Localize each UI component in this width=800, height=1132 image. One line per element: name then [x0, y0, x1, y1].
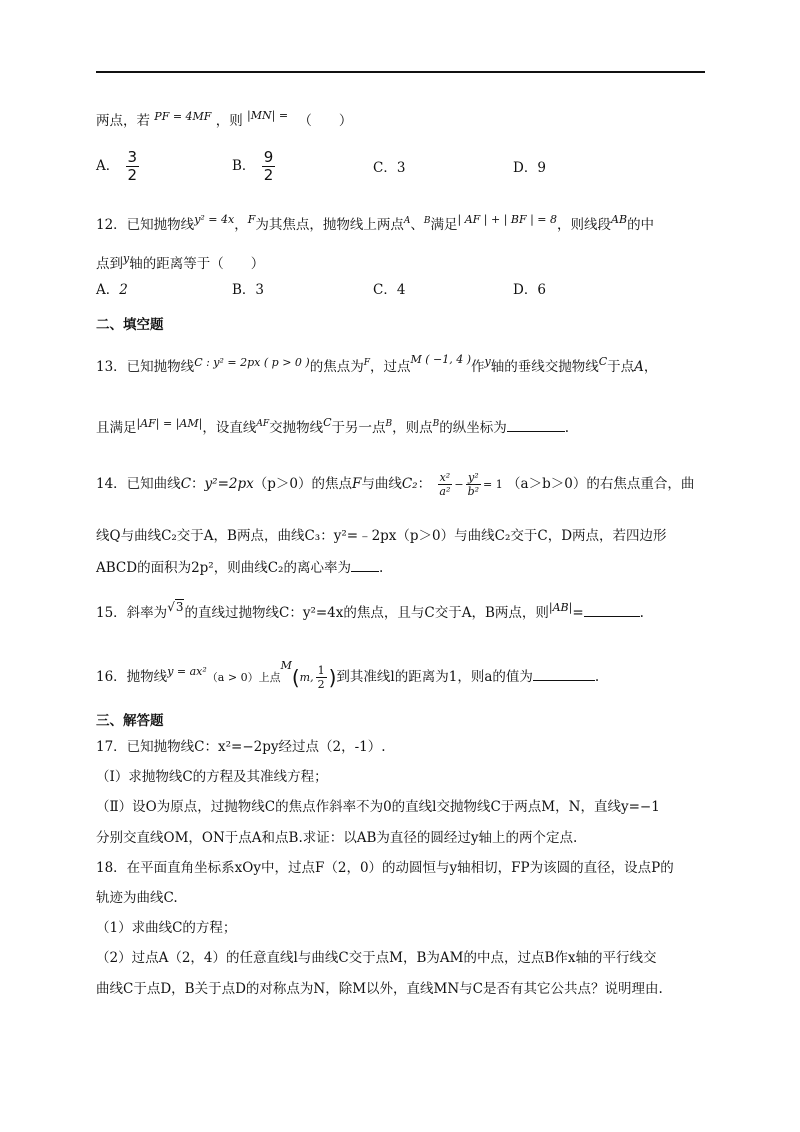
hyperbola-y-frac [466, 472, 481, 497]
q11-text2: ，则 [215, 113, 243, 129]
q13-text: 作 [471, 359, 485, 375]
q16-frac [316, 665, 327, 690]
q14-line3 [96, 557, 383, 578]
q12-text: 、 [410, 217, 424, 233]
q12-text: ， [234, 217, 248, 233]
q12-text: 轴的距离等于（ ） [129, 256, 265, 272]
q13-text: ，过点 [369, 359, 411, 375]
option-label: B． [232, 158, 256, 174]
sqrt-radicand: 3 [175, 600, 184, 614]
q12-text: 满足 [430, 217, 458, 233]
q14-text: ： [417, 476, 432, 492]
q13-text: ，则点 [392, 420, 433, 436]
option-label: A． [96, 158, 120, 174]
q12-ab: AB [611, 213, 628, 226]
q12-curve: y² = 4x [194, 213, 235, 226]
q13-line2 [96, 413, 569, 438]
q13-text: 交抛物线 [269, 420, 324, 436]
q17-line3: （Ⅱ）设O为原点，过抛物线C的焦点作斜率不为0的直线l交抛物线C于两点M，N，直线y=−1 [96, 799, 660, 815]
q13-text: 于点 [607, 359, 635, 375]
option-value: 2 [119, 282, 128, 298]
option-label: A． [96, 282, 120, 298]
q14-c2: C₂ [401, 476, 418, 492]
q12-line2 [96, 249, 264, 274]
q11-target: |MN| = [247, 109, 289, 122]
q13-b: B [432, 419, 440, 429]
q16-line1 [96, 656, 599, 690]
option-label: B． [232, 282, 256, 298]
q13-answer-blank[interactable] [507, 417, 565, 432]
section-heading-answer: 三、解答题 [96, 713, 164, 729]
q14-answer-blank[interactable] [351, 557, 379, 572]
frac-den: a² [439, 485, 451, 498]
option-label: C． [373, 282, 397, 298]
q13-c: C [323, 416, 332, 429]
q12-y: y [123, 252, 130, 265]
q13-b: B [385, 419, 393, 429]
q13-end: . [564, 420, 570, 436]
q18-line2: 轨迹为曲线C. [96, 890, 178, 906]
q11-option-d[interactable] [513, 158, 546, 178]
q13-text: 于另一点 [331, 420, 386, 436]
frac-den: 2 [317, 678, 325, 691]
q11-option-b[interactable] [232, 150, 277, 183]
fraction [262, 150, 276, 183]
q14-text: ABCD的面积为2p²，则曲线C₂的离心率为 [96, 560, 351, 576]
frac-den: 2 [263, 166, 274, 184]
q13-curve: C : y² = 2px ( p > 0 ) [194, 356, 310, 369]
q11-condition: PF = 4MF [154, 110, 212, 123]
q13-point-m: M ( −1, 4 ) [410, 353, 472, 366]
q17-line4: 分别交直线OM，ON于点A和点B.求证：以AB为直径的圆经过y轴上的两个定点. [96, 830, 578, 846]
q13-f: F [363, 358, 370, 368]
q15-text: = [572, 605, 584, 621]
q14-eq: = 1 [483, 478, 503, 491]
q18-line1: 18．在平面直角坐标系xOy中，过点F（2，0）的动圆恒与y轴相切，FP为该圆的直径，设点P的 [96, 860, 674, 876]
frac-den: 2 [127, 166, 138, 184]
q12-option-d[interactable] [513, 280, 546, 300]
q13-af: AF [256, 419, 270, 429]
q15-answer-blank[interactable] [584, 602, 640, 617]
q11-option-a[interactable] [96, 150, 141, 183]
q16-curve: y = ax² [167, 665, 207, 678]
q16-m: M [280, 659, 292, 672]
frac-num: 3 [127, 148, 138, 166]
q14-c: C [180, 476, 192, 492]
q16-text: 到其准线l的距离为1，则a的值为 [336, 669, 533, 685]
q13-text: 的纵坐标为 [439, 420, 507, 436]
section-heading-fill-blank: 二、填空题 [96, 317, 164, 333]
q12-b: B [423, 216, 431, 226]
q18-line4: （2）过点A（2，4）的任意直线l与曲线C交于点M，B为AM的中点，过点B作x轴的平行线交 [96, 950, 657, 966]
q12-text: ，则线段 [557, 217, 612, 233]
frac-num: 1 [317, 664, 325, 677]
option-value: 6 [537, 282, 546, 298]
q12-option-b[interactable] [232, 280, 264, 300]
option-value: 4 [396, 282, 406, 298]
option-value: 3 [255, 282, 265, 298]
frac-den: b² [467, 485, 480, 498]
q14-text: 14．已知曲线 [96, 476, 181, 492]
q11-line1 [96, 106, 352, 131]
option-label: C． [373, 160, 397, 176]
q17-line1: 17．已知抛物线C：x²=−2py经过点（2，-1）. [96, 739, 386, 755]
q16-answer-blank[interactable] [533, 666, 595, 681]
q18-line3: （1）求曲线C的方程； [96, 920, 237, 936]
option-value: 3 [396, 160, 406, 176]
q13-c: C [598, 355, 608, 368]
q12-text: 的中 [627, 217, 655, 233]
q14-end: . [378, 560, 384, 576]
q11-text: 两点，若 [96, 113, 150, 129]
q14-line2: 线Q与曲线C₂交于A，B两点，曲线C₃：y²=﹣2px（p＞0）与曲线C₂交于C，D两点，若四边形 [96, 528, 667, 544]
option-value: 9 [537, 160, 546, 176]
option-label: D． [513, 282, 538, 298]
q16-text: 16．抛物线 [96, 669, 168, 685]
q12-text: 为其焦点，抛物线上两点 [255, 217, 404, 233]
q15-text: 的直线过抛物线C：y²=4x的焦点，且与C交于A，B两点，则 [184, 605, 549, 621]
q13-text: ， [643, 359, 658, 375]
q14-text: ： [191, 476, 205, 492]
paren-close: ) [328, 665, 337, 690]
q12-text: 12．已知抛物线 [96, 217, 195, 233]
q15-line1 [96, 597, 644, 623]
q13-y: y [484, 355, 491, 368]
q12-a: A [403, 216, 411, 226]
q14-text: 与曲线 [361, 476, 402, 492]
q13-line1 [96, 350, 657, 377]
q12-option-a[interactable] [96, 280, 128, 300]
q15-ab: |AB| [548, 601, 573, 614]
q14-f: F [351, 476, 362, 492]
q14-line1: 14．已知曲线C：y²=2px（p＞0）的焦点F与曲线C₂： $\frac{\text{x²}}{\text{a²}}$ − $\frac{\text{y²}}{\text{b²}}$ = 1 （a＞b＞0）的右焦点重合，曲 [96, 471, 695, 498]
sqrt-symbol: √3 [167, 600, 184, 614]
q12-condition: | AF | + | BF | = 8 [457, 213, 558, 226]
q16-pm: m, [299, 671, 314, 684]
frac-num: 9 [263, 148, 274, 166]
q14-text: （p＞0）的焦点 [253, 476, 352, 492]
q13-text: ，设直线 [202, 420, 257, 436]
hyperbola-x-frac [437, 472, 452, 497]
q15-text: 15．斜率为 [96, 605, 168, 621]
q16-text: （a > 0）上点 [206, 671, 281, 684]
q12-line1 [96, 210, 654, 235]
fraction [126, 150, 140, 183]
q13-a: A [634, 359, 644, 375]
q13-text: 轴的垂线交抛物线 [490, 359, 599, 375]
q13-condition: |AF| = |AM| [136, 417, 203, 430]
q15-end: . [639, 605, 644, 621]
q14-text: （a＞b＞0）的右焦点重合，曲 [507, 476, 695, 492]
option-label: D． [513, 160, 538, 176]
frac-num: x² [439, 471, 451, 484]
q11-option-c[interactable] [373, 158, 405, 178]
q16-end: . [594, 669, 600, 685]
header-rule [96, 71, 705, 73]
q17-line2: （Ⅰ）求抛物线C的方程及其准线方程； [96, 769, 328, 785]
q13-text: 的焦点为 [309, 359, 364, 375]
q11-paren: （ ） [298, 113, 353, 129]
q12-text: 点到 [96, 256, 123, 272]
q14-curve: y²=2px [204, 476, 254, 492]
q13-text: 且满足 [96, 420, 137, 436]
q13-text: 13．已知抛物线 [96, 359, 195, 375]
frac-num: y² [467, 471, 479, 484]
q12-f: F [247, 213, 256, 226]
q18-line5: 曲线C于点D，B关于点D的对称点为N，除M以外，直线MN与C是否有其它公共点？说明理由. [96, 981, 663, 997]
q12-option-c[interactable] [373, 280, 405, 300]
paren-open: ( [291, 665, 300, 690]
